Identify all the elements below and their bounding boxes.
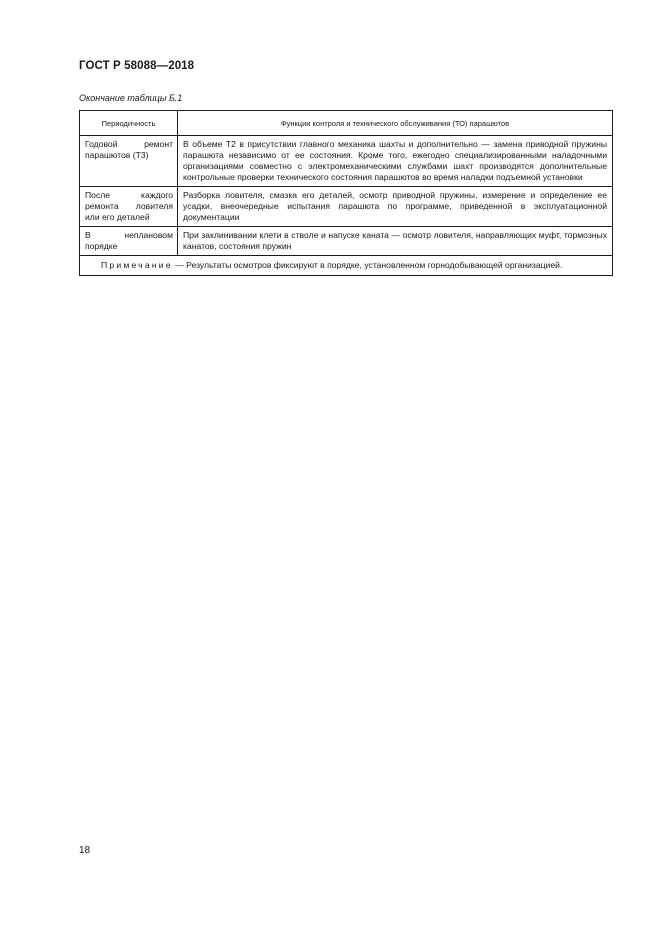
table-row <box>80 136 613 187</box>
table-note-row <box>80 256 613 276</box>
column-header-period: Периодичность <box>80 111 178 136</box>
table-row <box>80 187 613 227</box>
functions-cell: Разборка ловителя, смазка его деталей, осмотр приводной пружины, измерение и определение ее усадки, внеочередные испытания парашюта по программе, приведенной в эксплуатационной документации <box>178 187 613 227</box>
table-row <box>80 227 613 256</box>
table-caption: Окончание таблицы Б.1 <box>79 93 183 103</box>
table-note-cell <box>80 256 613 276</box>
period-cell: После каждого ремонта ловителя или его деталей <box>80 187 178 227</box>
table-header-row <box>80 111 613 136</box>
note-label: Примечание <box>101 260 173 270</box>
period-cell: Годовой ремонт парашютов (Т3) <box>80 136 178 187</box>
note-text: — Результаты осмотров фиксируют в порядке, установленном горнодобывающей организацией. <box>172 260 563 270</box>
maintenance-table <box>79 110 613 276</box>
functions-cell: При заклинивании клети в стволе и напуске каната — осмотр ловителя, направляющих муфт, тормозных канатов, состояния пружин <box>178 227 613 256</box>
maintenance-table-container <box>79 110 613 276</box>
column-header-functions: Функции контроля и технического обслуживания (ТО) парашютов <box>178 111 613 136</box>
functions-cell: В объеме Т2 в присутствии главного механика шахты и дополнительно — замена приводной пружины парашюта независимо от ее состояния. Кроме того, ежегодно специализированными наладочными организациями совместно с электромеханическими службами шахт производятся дополнительные контрольные проверки технического состояния парашютов во время наладки подъемной установки <box>178 136 613 187</box>
page-number: 18 <box>79 845 91 856</box>
document-standard-header: ГОСТ Р 58088—2018 <box>79 60 195 72</box>
period-cell: В неплановом порядке <box>80 227 178 256</box>
